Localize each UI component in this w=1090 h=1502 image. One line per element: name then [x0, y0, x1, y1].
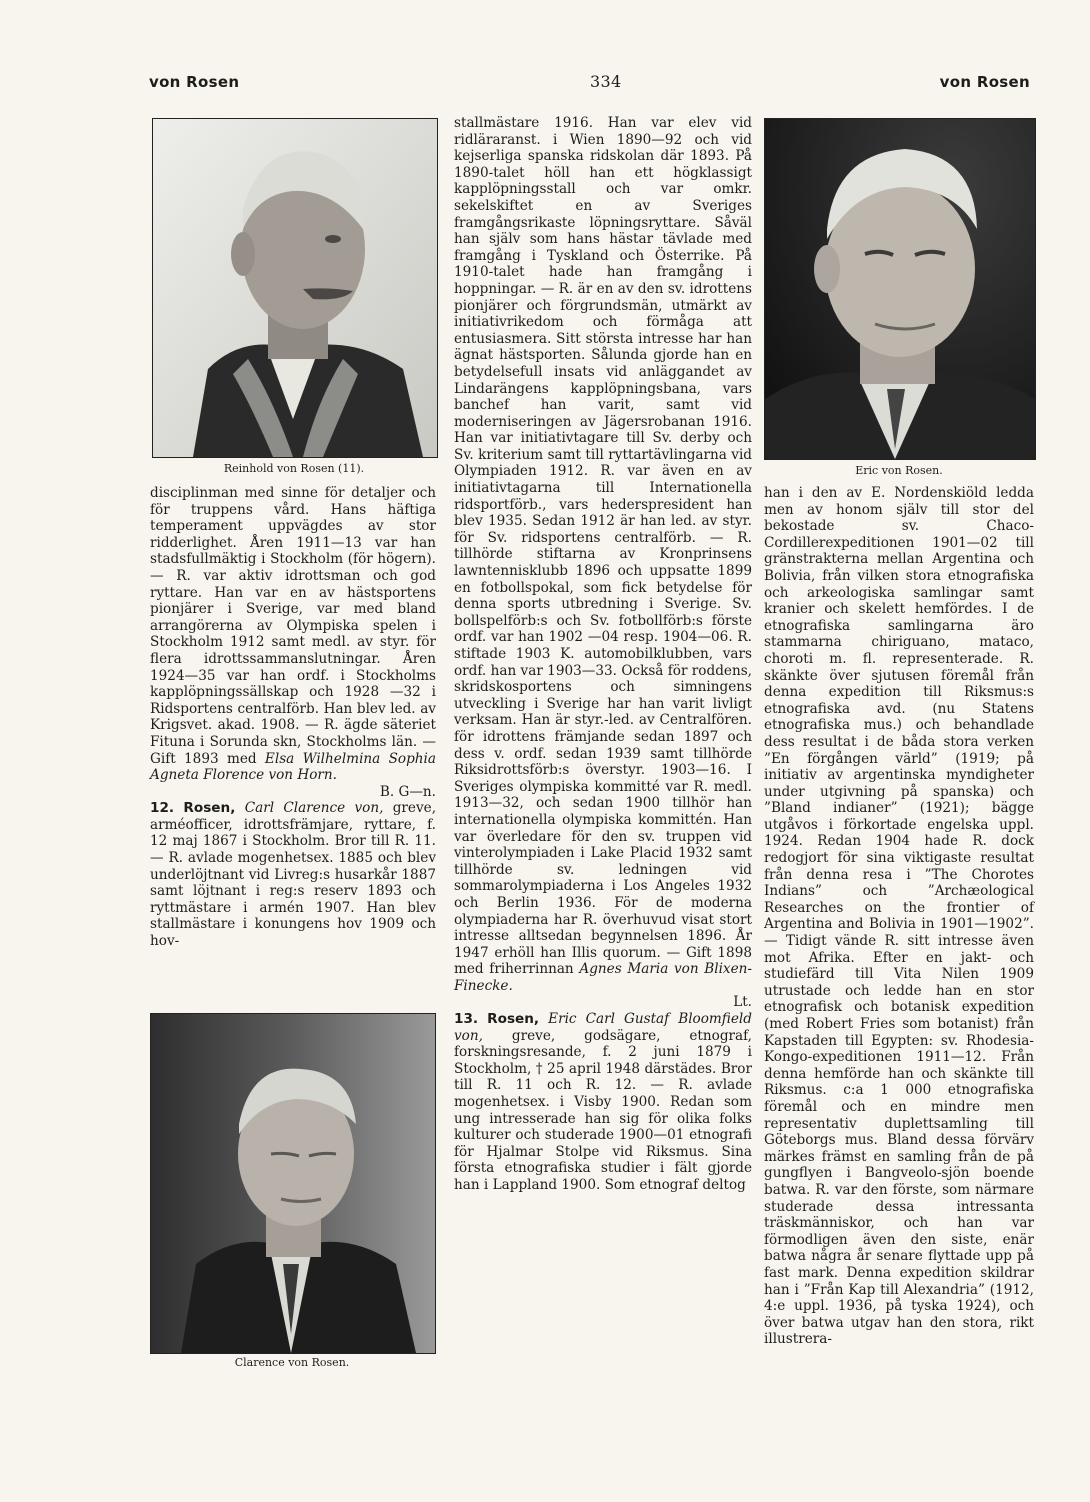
running-head-left: von Rosen: [149, 73, 240, 91]
entry-11-text: disciplinman med sinne för detaljer och för truppens vård. Hans häftiga temperament uppvägdes av stor ridderlighet. Åren 1911—13 var han stadsfullmäktig i Stockholm (för högern). — R. var aktiv idrottsman och god ryttare. Han var en av hästsportens pionjärer i Sverige, var med bland arrangörerna av Olympiska spelen i Stockholm 1912 samt medl. av styr. för flera idrottssammanslutningar. Åren 1924—35 var han ordf. i Stockholms kapplöpningssällskap och 1928 —32 i Ridsportens centralförb. Han blev led. av Krigsvet. akad. 1908. — R. ägde säteriet Fituna i Sorunda skn, Stockholms län. — Gift 1893 med: [150, 485, 436, 767]
text-column-2: [454, 115, 752, 1194]
caption-eric: Eric von Rosen.: [855, 464, 943, 477]
entry-12-continued-text: stallmästare 1916. Han var elev vid ridläraranst. i Wien 1890—92 och vid kejserliga spanska ridskolan där 1893. På 1890-talet höll han ett högklassigt kapplöpningsstall och var omkr. sekelskiftet en av Sveriges framgångsrikaste löpningsryttare. Såväl han själv som hans hästar tävlade med framgång i Tyskland och Österrike. På 1910-talet hade han framgång i hoppningar. — R. är en av den sv. idrottens pionjärer och förgrundsmän, utmärkt av initiativrikedom och förmåga att entusiasmera. Sitt största intresse har han ägnat hästsporten. Sålunda gjorde han en betydelsefull insats vid anläggandet av Lindarängens kapplöpningsbana, vars banchef han varit, samt vid moderniseringen av Jägersrobanan 1916. Han var initiativtagare till Sv. derby och Sv. kriterium samt till ryttartävlingarna vid Olympiaden 1912. R. var även en av initiativtagarna till Internationella ridsportförb., vars hederspresident han blev 1935. Sedan 1912 är han led. av styr. för Sv. ridsportens centralförb. — R. tillhörde stiftarna av Kronprinsens lawntennisklubb 1896 och uppsatte 1899 en fotbollspokal, som fick betydelse för denna sports utbredning i Sverige. Sv. bollspelförb:s och Sv. fotbollförb:s förste ordf. var han 1902 —04 resp. 1904—06. R. stiftade 1903 K. automobilklubben, vars ordf. han var 1903—33. Också för roddens, skridskosportens och simningens utveckling i Sverige har han varit livligt verksam. Han är styr.-led. av Centralfören. för idrottens främjande sedan 1897 och dess v. ordf. sedan 1939 samt tillhörde Riksidrottsförb:s överstyr. 1903—16. I Sveriges olympiska kommitté var R. medl. 1913—32, och sedan 1900 tillhör han internationella olympiska kommittén. Han var överledare för den sv. truppen vid vinterolympiaden i Lake Placid 1932 samt tillhörde sv. ledningen vid sommarolympiaderna i Los Angeles 1932 och Berlin 1936. För de moderna olympiaderna har R. överhuvud visat stort intresse alltsedan begynnelsen 1896. År 1947 erhöll han Illis quorum. — Gift 1898 med friherrinnan: [454, 115, 752, 978]
text-column-1: [150, 485, 436, 950]
page-number: 334: [590, 72, 622, 91]
caption-reinhold: Reinhold von Rosen (11).: [223, 462, 365, 475]
entry-11-signature: B. G—n.: [379, 783, 436, 800]
running-head-right: von Rosen: [939, 73, 1030, 91]
portrait-clarence-image: [151, 1014, 435, 1353]
entry-12-surname: Rosen,: [183, 800, 236, 817]
entry-12-continuation: [454, 115, 752, 1011]
portrait-clarence-von-rosen: [150, 1013, 436, 1354]
entry-13-text: greve, godsägare, etnograf, forskningsresande, f. 2 juni 1879 i Stockholm, † 25 april 1948 därstädes. Bror till R. 11 och R. 12. — R. avlade mogenhetsex. i Visby 1900. Redan som ung intresserade han sig för olika folks kulturer och studerade 1900—01 etnografi för Hjalmar Stolpe vid Riksmus. Sina första etnografiska studier i fält gjorde han i Lappland 1900. Som etnograf deltog: [454, 1027, 752, 1193]
portrait-reinhold-von-rosen: [152, 118, 438, 458]
entry-12-signature: Lt.: [733, 994, 752, 1011]
entry-12: [150, 800, 436, 949]
entry-13-continuation: [764, 485, 1034, 1348]
entry-13-given-names: Eric Carl Gustaf Bloomfield von,: [454, 1011, 752, 1044]
portrait-eric-image: [765, 119, 1035, 459]
caption-clarence: Clarence von Rosen.: [234, 1356, 350, 1369]
entry-12-spouse: Agnes Maria von Blixen-Finecke.: [454, 961, 752, 994]
text-column-3: [764, 485, 1034, 1348]
portrait-reinhold-image: [153, 119, 437, 457]
entry-13-surname: Rosen,: [487, 1011, 540, 1028]
entry-12-text: greve, arméofficer, idrottsfrämjare, ryttare, f. 12 maj 1867 i Stockholm. Bror till R. 11. — R. avlade mogenhetsex. 1885 och blev underlöjtnant vid Livreg:s husarkår 1887 samt löjtnant i reg:s reserv 1893 och ryttmästare i armén 1907. Han blev stallmästare i konungens hov 1909 och hov-: [150, 800, 437, 950]
portrait-eric-von-rosen: [764, 118, 1036, 460]
entry-13: [454, 1011, 752, 1194]
entry-12-number: 12.: [150, 800, 175, 817]
entry-13-number: 13.: [454, 1011, 479, 1028]
entry-12-given-names: Carl Clarence von,: [244, 800, 384, 817]
entry-11-continuation: [150, 485, 436, 800]
entry-13-continued-text: han i den av E. Nordenskiöld ledda men av honom själv till stor del bekostade sv. Chaco-Cordillerexpeditionen 1901—02 till gränstrakterna mellan Argentina och Bolivia, från vilken stora etnografiska och arkeologiska samlingar samt kranier och skelett hemfördes. I de etnografiska samlingarna äro stammarna chiriguano, mataco, choroti m. fl. representerade. R. skänkte över sjutusen föremål från denna expedition till Riksmus:s etnografiska avd. (nu Statens etnografiska mus.) och behandlade dess resultat i de båda stora verken ”En förgången värld” (1919; på initiativ av argentinska myndigheter under utgivning på spanska) och ”Bland indianer” (1921); bägge utgåvos i förkortade engelska uppl. 1924. Redan 1904 hade R. dock redogjort för sina viktigaste resultat från denna resa i ”The Chorotes Indians” och ”Archæological Researches on the frontier of Argentina and Bolivia in 1901—1902”. — Tidigt vände R. sitt intresse även mot Afrika. Efter en jakt- och studiefärd till Vita Nilen 1909 utrustade och ledde han en stor etnografisk och botanisk expedition (med Robert Fries som botanist) från Kapstaden till Egypten: sv. Rhodesia-Kongo-expeditionen 1911—12. Från denna hemförde han och skänkte till Riksmus. c:a 1 000 etnografiska föremål och en mindre men representativ duplettsamling till Göteborgs mus. Bland dessa förvärv märkes främst en samling från de på gungflyen i Bangveolo-sjön boende batwa. R. var den förste, som närmare studerade dessa intressanta träskmänniskor, och han var förmodligen även den siste, enär batwa några år senare flyttade upp på fast mark. Denna expedition skildrar han i ”Från Kap till Alexandria” (1912, 4:e uppl. 1936, på tyska 1924), och över batwa utgav han den stora, rikt illustrera-: [764, 485, 1034, 1348]
entry-11-spouse: Elsa Wilhelmina Sophia Agneta Florence von Horn.: [150, 750, 436, 784]
